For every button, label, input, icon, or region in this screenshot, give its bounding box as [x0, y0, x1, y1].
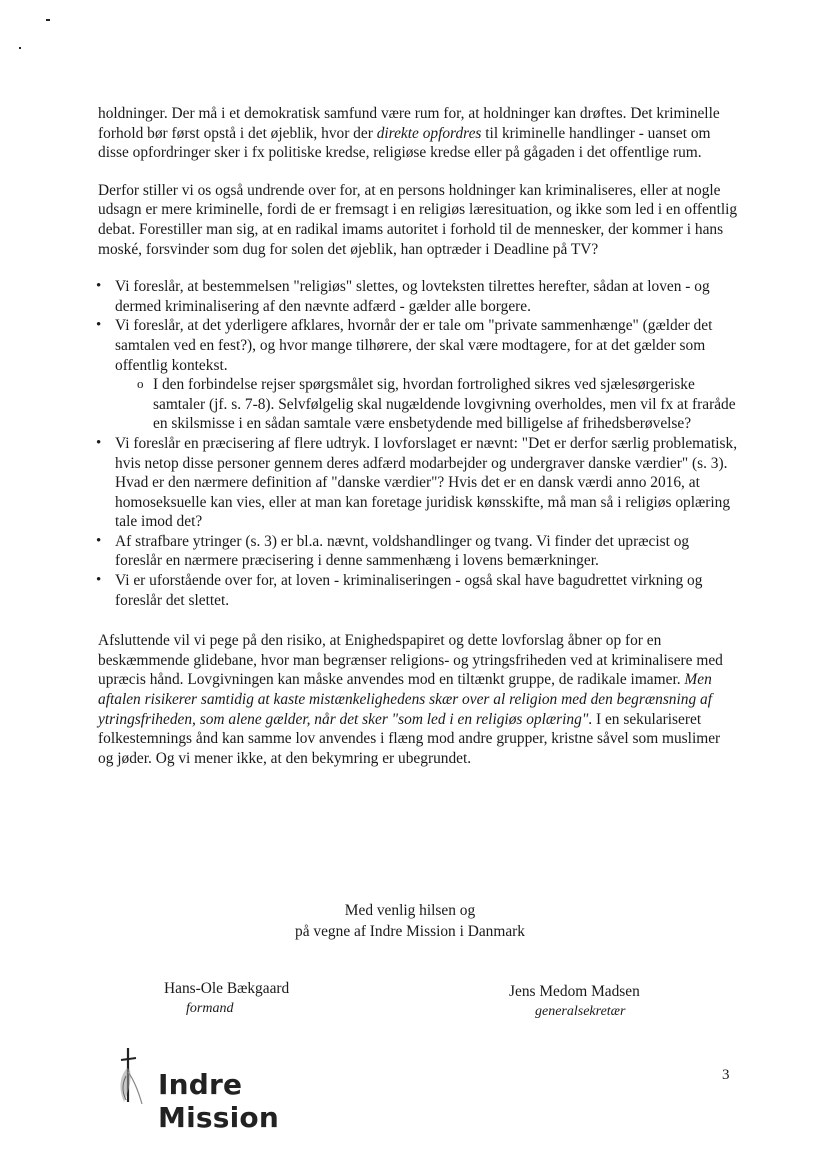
signatory-name: Jens Medom Madsen: [509, 983, 640, 1000]
paragraph: [98, 104, 738, 163]
emphasis-text: direkte opfordres: [376, 124, 482, 142]
scan-speck: [46, 19, 50, 21]
closing-line: Med venlig hilsen og: [344, 902, 476, 919]
signatory-title: generalsekretær: [535, 1004, 626, 1019]
scan-speck: [19, 47, 21, 49]
paragraph-text: . I en sekulariseret folkestemnings ånd kan samme lov anvendes i flæng mod andre grupper, kristne såvel som muslimer og jøder. Og vi mener ikke, at den bekymring er ubegrundet.: [98, 710, 721, 767]
list-item-text: I den forbindelse rejser spørgsmålet sig, hvordan fortrolighed sikres ved sjælesørgeriske samtaler (jf. s. 7-8). Selvfølgelig skal nugældende lovgivning overholdes, men vil fx at fraråde en skilsmisse i en sådan samtale være ensbetydende med billigelse af frihedsberøvelse?: [153, 376, 736, 433]
page-number: 3: [722, 1067, 730, 1083]
signatory-name: Hans-Ole Bækgaard: [164, 980, 290, 997]
indre-mission-logo: [112, 1046, 362, 1134]
logo-wordmark: Indre Mission: [158, 1068, 279, 1134]
signature-left: [164, 979, 289, 1019]
list-item-text: Vi foreslår en præcisering af flere udtryk. I lovforslaget er nævnt: "Det er derfor særlig problematisk, hvis netop disse personer gennem deres adfærd modarbejder og undergraver danske værdier" (s. 3). Hvad er den nærmere definition af "danske værdier"? Hvis det er en dansk værdi anno 2016, at homoseksuelle kan vies, eller at man kan foretage juridisk kønsskifte, må man så i religiøs oplæring tale imod det?: [115, 434, 738, 531]
list-item: [98, 571, 738, 610]
list-item-text: Vi foreslår, at det yderligere afklares, hvornår der er tale om "private sammenhænge" (gælder det samtalen ved en fest?), og hvor mange tilhørere, der skal være modtagere, for at det gælder som offentlig kontekst.: [115, 317, 713, 374]
paragraph-text: holdninger. Der må i et demokratisk samfund være rum for, at holdninger kan drøftes. Det kriminelle forhold bør først opstå i det øjeblik, hvor der: [98, 105, 720, 142]
list-item: [98, 316, 738, 434]
sub-list: [115, 375, 738, 434]
list-item-text: Af strafbare ytringer (s. 3) er bl.a. nævnt, voldshandlinger og tvang. Vi finder det upræcist og foreslår en nærmere præcisering i denne sammenhæng i lovens bemærkninger.: [115, 532, 690, 570]
list-item: [98, 277, 738, 316]
signature-right: [509, 982, 640, 1022]
list-item: [98, 532, 738, 571]
emphasis-text: Men aftalen risikerer samtidig at kaste mistænkelighedens skær over al religion med den begrænsning af ytringsfriheden, som alene gælder, når det sker "som led i en religiøs oplæring": [98, 671, 712, 728]
paragraph: Derfor stiller vi os også undrende over for, at en persons holdninger kan kriminaliseres, eller at nogle udsagn er mere kriminelle, fordi de er fremsagt i en religiøs læresituation, og ikke som led i en offentlig debat. Forestiller man sig, at en radikal imams autoritet i forhold til de mennesker, der kommer i hans moské, forsvinder som dug for solen det øjeblik, han optræder i Deadline på TV?: [98, 181, 738, 258]
letter-body: [98, 104, 738, 786]
paragraph-text: Afsluttende vil vi pege på den risiko, at Enighedspapiret og dette lovforslag åbner op for en beskæmmende glidebane, hvor man begrænser religions- og ytringsfriheden ved at kriminalisere med upræcis hånd. Lovgivningen kan måske anvendes mod en tiltænkt gruppe, de radikale imamer.: [98, 632, 723, 689]
list-item-text: Vi er uforstående over for, at loven - kriminaliseringen - også skal have bagudrettet virkning og foreslår det slettet.: [115, 572, 703, 609]
closing-salutation: [0, 900, 828, 942]
cross-feather-icon: [112, 1046, 156, 1108]
signatory-title: formand: [186, 1001, 234, 1016]
list-item: [98, 434, 738, 532]
paragraph: [98, 631, 738, 768]
paragraph-text: til kriminelle handlinger - uanset om disse opfordringer sker i fx politiske kredse, religiøse kredse eller på gågaden i det offentlige rum.: [98, 124, 711, 162]
closing-line: på vegne af Indre Mission i Danmark: [295, 923, 525, 940]
proposal-list: [98, 277, 738, 610]
list-item-text: Vi foreslår, at bestemmelsen "religiøs" slettes, og lovteksten tilrettes herefter, sådan at loven - og dermed kriminalisering af den nævnte adfærd - gælder alle borgere.: [115, 278, 710, 315]
sub-list-item: [137, 375, 738, 434]
